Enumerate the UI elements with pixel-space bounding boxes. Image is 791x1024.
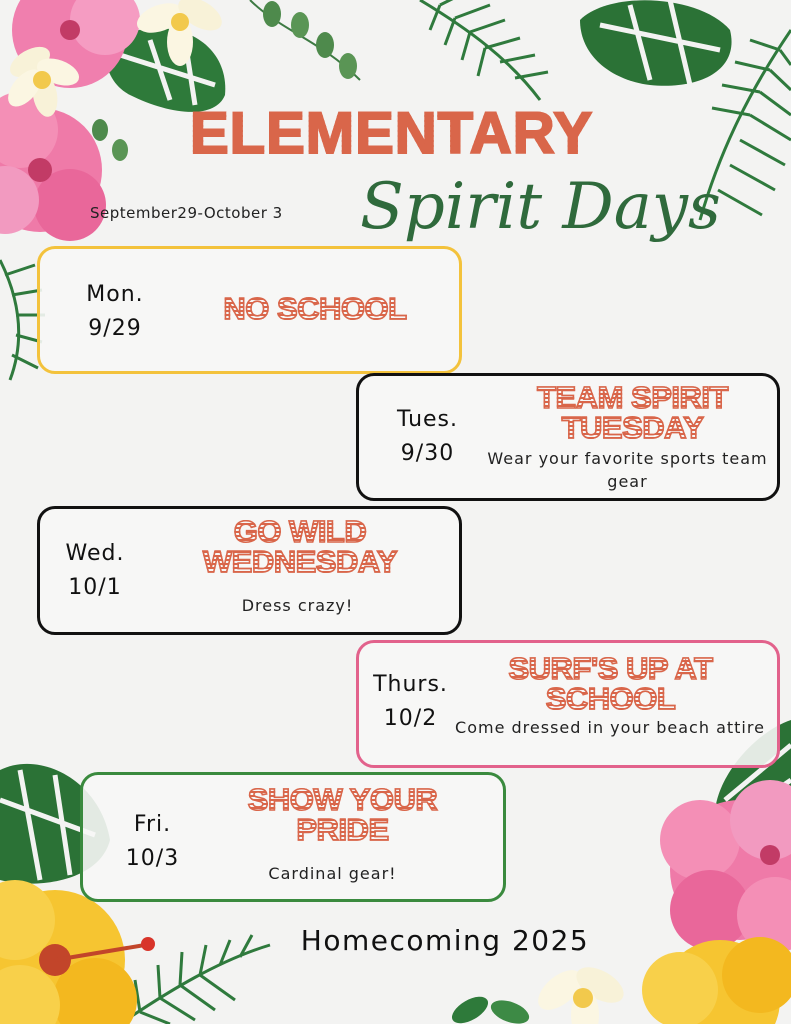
date-range: September29-October 3 <box>90 204 283 222</box>
footer-text: Homecoming 2025 <box>300 924 590 957</box>
day-theme: GO WILD WEDNESDAY <box>165 517 435 577</box>
palm-frond-icon <box>120 935 270 1024</box>
day-theme: SHOW YOUR PRIDE <box>215 785 470 845</box>
day-label <box>358 668 463 736</box>
day-description: Come dressed in your beach attire <box>455 718 765 737</box>
day-description: Wear your favorite sports team gear <box>487 449 768 491</box>
day-date: 10/2 <box>383 706 438 731</box>
day-description: Cardinal gear! <box>268 864 397 883</box>
day-label <box>60 278 170 346</box>
day-name: Thurs. <box>373 672 448 697</box>
page-subtitle: Spirit Days <box>360 170 721 244</box>
day-date: 9/29 <box>88 316 142 341</box>
day-name: Mon. <box>86 282 144 307</box>
day-theme: NO SCHOOL <box>185 294 445 324</box>
hibiscus-flower-icon <box>642 937 791 1024</box>
day-date: 10/1 <box>68 575 122 600</box>
day-date: 10/3 <box>125 846 180 871</box>
day-description: Dress crazy! <box>241 596 354 615</box>
day-name: Tues. <box>396 407 459 432</box>
day-date: 9/30 <box>400 441 455 466</box>
page-title: ELEMENTARY <box>190 100 710 167</box>
day-name: Fri. <box>133 812 172 837</box>
hibiscus-flower-icon <box>660 780 791 953</box>
day-label <box>45 537 145 605</box>
day-name: Wed. <box>65 541 125 566</box>
monstera-leaf-icon <box>580 0 732 86</box>
day-label <box>100 808 205 876</box>
day-theme: TEAM SPIRIT TUESDAY <box>505 383 760 443</box>
day-theme: SURF'S UP AT SCHOOL <box>478 654 743 714</box>
plumeria-flower-icon <box>448 960 630 1024</box>
day-label <box>370 403 485 471</box>
palm-frond-icon <box>420 0 548 100</box>
